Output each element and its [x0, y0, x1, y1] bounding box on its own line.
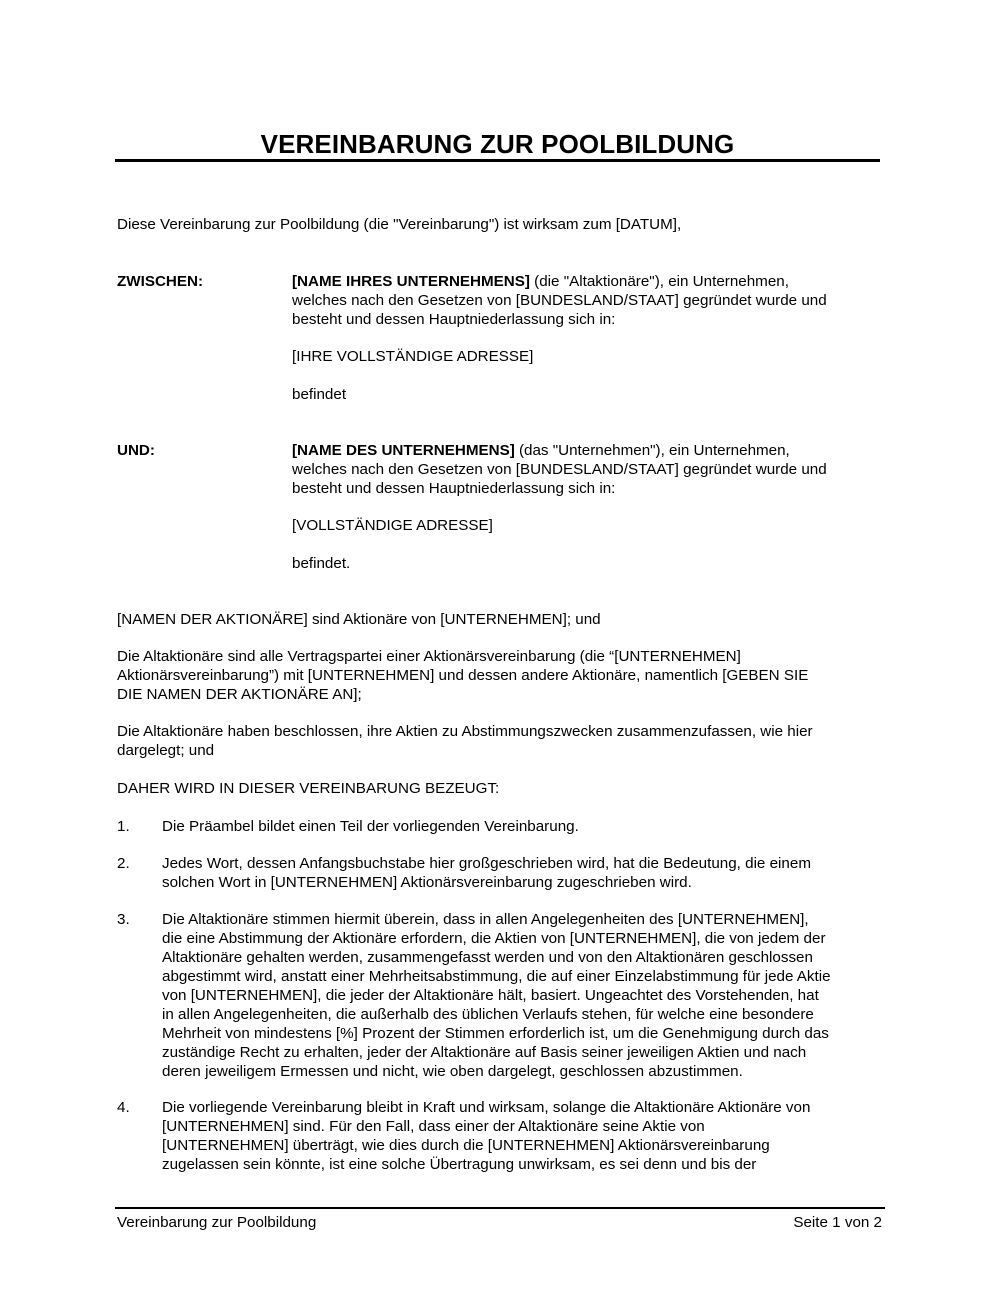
party-label-between: ZWISCHEN: — [117, 273, 204, 290]
party-address: [IHRE VOLLSTÄNDIGE ADRESSE] — [292, 348, 534, 365]
footer-document-name: Vereinbarung zur Poolbildung — [117, 1214, 317, 1231]
recital-line: dargelegt; und — [117, 742, 215, 759]
party-name: [NAME IHRES UNTERNEHMENS] — [292, 273, 530, 290]
recital-line: [NAMEN DER AKTIONÄRE] sind Aktionäre von [UNTERNEHMEN]; und — [117, 611, 601, 628]
party-description-line: welches nach den Gesetzen von [BUNDESLAND/STAAT] gegründet wurde und — [292, 292, 827, 309]
clause-line: die eine Abstimmung der Aktionäre erfordern, die Aktien von [UNTERNEHMEN], die von jedem der — [162, 930, 826, 947]
clause-line: deren jeweiligem Ermessen und nicht, wie oben dargelegt, geschlossen abzustimmen. — [162, 1063, 743, 1080]
clause-text — [162, 817, 890, 836]
footer-divider — [115, 1207, 885, 1209]
clause-line: Die Präambel bildet einen Teil der vorliegenden Vereinbarung. — [162, 818, 579, 835]
witness-clause: DAHER WIRD IN DIESER VEREINBARUNG BEZEUGT: — [117, 780, 500, 797]
recital-paragraph — [117, 610, 887, 629]
party-label-and: UND: — [117, 442, 155, 459]
clause-text — [162, 854, 890, 892]
party-name-line — [292, 272, 892, 291]
party-closing: befindet — [292, 386, 347, 403]
clause-line: Jedes Wort, dessen Anfangsbuchstabe hier großgeschrieben wird, hat die Bedeutung, die einem — [162, 855, 811, 872]
document-title: VEREINBARUNG ZUR POOLBILDUNG — [260, 129, 735, 159]
clause-text — [162, 1098, 890, 1174]
title-underline — [115, 159, 880, 162]
clause-line: Altaktionäre gehalten werden, zusammengefasst werden und von den Altaktionären geschlossen — [162, 949, 813, 966]
recital-line: Die Altaktionäre sind alle Vertragspartei einer Aktionärsvereinbarung (die “[UNTERNEHMEN] — [117, 648, 741, 665]
clause-line: Mehrheit von mindestens [%] Prozent der Stimmen erforderlich ist, um die Genehmigung durch das — [162, 1025, 829, 1042]
party-address: [VOLLSTÄNDIGE ADRESSE] — [292, 517, 493, 534]
party-description-line: besteht und dessen Hauptniederlassung sich in: — [292, 311, 616, 328]
party-description: (das "Unternehmen"), ein Unternehmen, — [514, 442, 790, 459]
clause-line: abgestimmt wird, anstatt einer Mehrheitsabstimmung, die auf einer Einzelabstimmung für jede Aktie — [162, 968, 831, 985]
clause-line: solchen Wort in [UNTERNEHMEN] Aktionärsvereinbarung zugeschrieben wird. — [162, 874, 692, 891]
clause-line: [UNTERNEHMEN] sind. Für den Fall, dass einer der Altaktionäre seine Aktie von — [162, 1118, 705, 1135]
clause-line: von [UNTERNEHMEN], die jeder der Altaktionäre hält, basiert. Ungeachtet des Vorstehenden, hat — [162, 987, 819, 1004]
party-name-line — [292, 441, 892, 460]
clause-line: [UNTERNEHMEN] überträgt, wie dies durch die [UNTERNEHMEN] Aktionärsvereinbarung — [162, 1137, 770, 1154]
party-name: [NAME DES UNTERNEHMENS] — [292, 442, 515, 459]
clause-number: 4. — [117, 1099, 130, 1116]
clause-number: 2. — [117, 855, 130, 872]
party-block-and — [292, 441, 892, 498]
recital-paragraph — [117, 647, 887, 704]
clause-number: 3. — [117, 911, 130, 928]
party-description-line: besteht und dessen Hauptniederlassung sich in: — [292, 480, 616, 497]
party-block-between — [292, 272, 892, 329]
recital-line: Die Altaktionäre haben beschlossen, ihre Aktien zu Abstimmungszwecken zusammenzufassen, wie hier — [117, 723, 813, 740]
clause-number: 1. — [117, 818, 130, 835]
clause-line: in allen Angelegenheiten, die außerhalb des üblichen Verlaufs stehen, für welche eine besondere — [162, 1006, 814, 1023]
recital-line: DIE NAMEN DER AKTIONÄRE AN]; — [117, 686, 362, 703]
footer-page-number: Seite 1 von 2 — [793, 1214, 882, 1231]
intro-paragraph: Diese Vereinbarung zur Poolbildung (die "Vereinbarung") ist wirksam zum [DATUM], — [117, 216, 682, 233]
recital-paragraph — [117, 722, 887, 760]
clause-text — [162, 910, 890, 1081]
clause-line: Die Altaktionäre stimmen hiermit überein, dass in allen Angelegenheiten des [UNTERNEHMEN], — [162, 911, 809, 928]
party-description: (die "Altaktionäre"), ein Unternehmen, — [529, 273, 789, 290]
party-closing: befindet. — [292, 555, 351, 572]
clause-line: zugelassen sein könnte, ist eine solche Übertragung unwirksam, es sei denn und bis der — [162, 1156, 757, 1173]
recital-line: Aktionärsvereinbarung”) mit [UNTERNEHMEN] und dessen andere Aktionäre, namentlich [GEBEN SIE — [117, 667, 809, 684]
clause-line: Die vorliegende Vereinbarung bleibt in Kraft und wirksam, solange die Altaktionäre Aktionäre von — [162, 1099, 811, 1116]
clause-line: zuständige Recht zu erhalten, jeder der Altaktionäre auf Basis seiner jeweiligen Aktien und nach — [162, 1044, 807, 1061]
party-description-line: welches nach den Gesetzen von [BUNDESLAND/STAAT] gegründet wurde und — [292, 461, 827, 478]
